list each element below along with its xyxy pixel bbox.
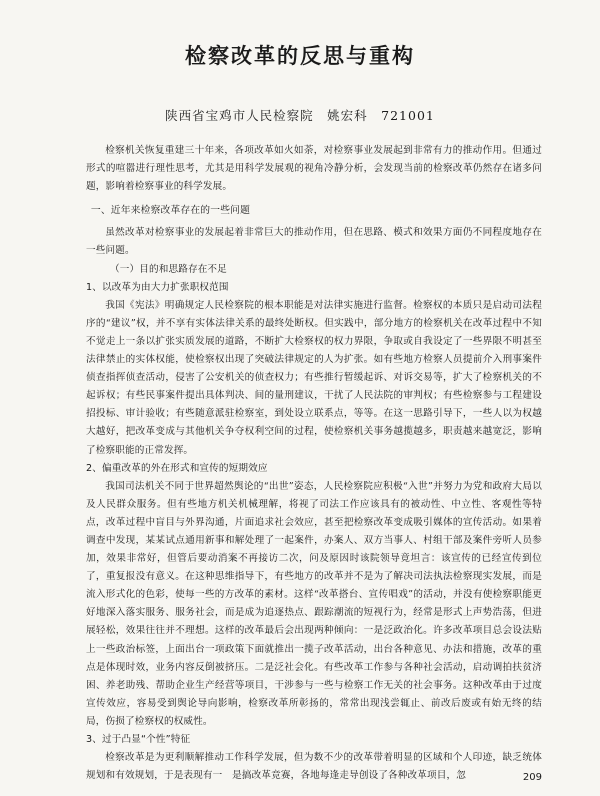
- paper-title: 检察改革的反思与重构: [185, 44, 415, 68]
- item-heading-3: 3、过于凸显“个性”特征: [86, 734, 191, 745]
- section-heading-1: 一、近年来检察改革存在的一些问题: [90, 205, 251, 217]
- item-paragraph-1: 我国《宪法》明确规定人民检察院的根本职能是对法律实施进行监督。检察权的本质只是启动司法程序的“建议”权，并不享有实体法律关系的最终处断权。但实践中，部分地方的检察机关在改革过程中不知不觉走上一条以扩张实质发展的道路，不断扩大检察权的权力界限，争取或自我设定了一些界限不明甚至法律禁止的实体权能，使检察权出现了突破法律规定的人为扩张。如有些地方检察人员提前介入刑事案件侦查指挥侦查活动，侵害了公安机关的侦查权力；有些推行暂缓起诉、对诉交易等，扩大了检察机关的不起诉权；有些民事案件提出具体判决、间的量刑建议，干扰了人民法院的审判权；有些检察参与工程建设招投标、审计验收；有些随意派驻检察室，到处设立联系点，等等。在这一思路引导下，一些人以为权越大越好，把改革变成与其他机关争夺权利空间的过程，使检察机关事务越揽越多，职责越来越宽泛，影响了检察职能的正常发挥。: [86, 299, 542, 456]
- page-number: 209: [522, 772, 542, 783]
- author-line: 陕西省宝鸡市人民检察院 姚宏科 721001: [165, 108, 435, 123]
- item-paragraph-3: 检察改革是为更利顺解推动工作科学发展，但为数不少的改革带着明显的区域和个人印迹，缺乏统体规划和有效规划，于是表现有一 是搞改革竞赛，各地每逢走导创设了各种改革项目，忽: [86, 752, 542, 782]
- abstract-paragraph: 检察机关恢复重建三十年来，各项改革如火如荼，对检察事业发展起到非常有力的推动作用。但通过形式的喧嚣进行理性思考，尤其是用科学发展观的视角冷静分析，会发现当前的检察改革仍然存在诸多问题，影响着检察事业的科学发展。: [86, 145, 542, 193]
- subsection-heading-1: （一）目的和思路存在不足: [110, 263, 227, 275]
- paper-body: [86, 142, 542, 785]
- item-heading-2: 2、偏重改革的外在形式和宣传的短期效应: [86, 462, 268, 474]
- item-heading-1: 1、以改革为由大力扩张职权范围: [86, 281, 229, 293]
- item-paragraph-2: 我国司法机关不同于世界超然舆论的“出世”姿态，人民检察院应积极“入世”并努力为党和政府大局以及人民群众服务。但有些地方机关机械理解，将视了司法工作应该具有的被动性、中立性、客观性等特点，改革过程中盲目与外界沟通，片面追求社会效应，甚至把检察改革变成吸引媒体的宣传活动。如果着调查中发现，某某试点通用新事和解处理了一起案件，办案人、双方当事人、村组干部及案件旁听人员参加，效果非常好，但管后要动消案不再接访二次，问及原因时该院领导竟坦言：该宣传的已经宣传到位了，重复报没有意义。在这种思维指导下，有些地方的改革并不是为了解决司法执法检察现实发展，而是流入形式化的色彩，使每一些的方改革的素材。这样“改革搭台、宣传唱戏”的活动，并没有使检察职能更好地深入落实服务、服务社会，而是成为追逐热点、跟踪潮流的短视行为，经常是形式上声势浩荡，但进展轻松，效果往往并不理想。这样的改革最后会出现两种倾向：一是泛政治化。许多改革项目总会设法贴上一些政治标签，上面出台一项政策下面就推出一揽子改革活动，出台各种意见、办法和措施，改革的重点是体现时效，业务内容反倒被挤压。二是泛社会化。有些改革工作参与各种社会活动，启动调拍扶贫济困、养老助残、帮助企业生产经营等项目，干涉参与一些与检察工作无关的社会事务。这种改革由于过度宣传效应，容易受到舆论导向影响，检察改革所彰扬的，常常出现浅尝辄止、前改后废或有始无终的结局，伤损了检察权的权威性。: [86, 480, 542, 727]
- section-intro-paragraph: 虽然改革对检察事业的发展起着非常巨大的推动作用，但在思路、模式和效果方面仍不同程度地存在一些问题。: [86, 227, 542, 257]
